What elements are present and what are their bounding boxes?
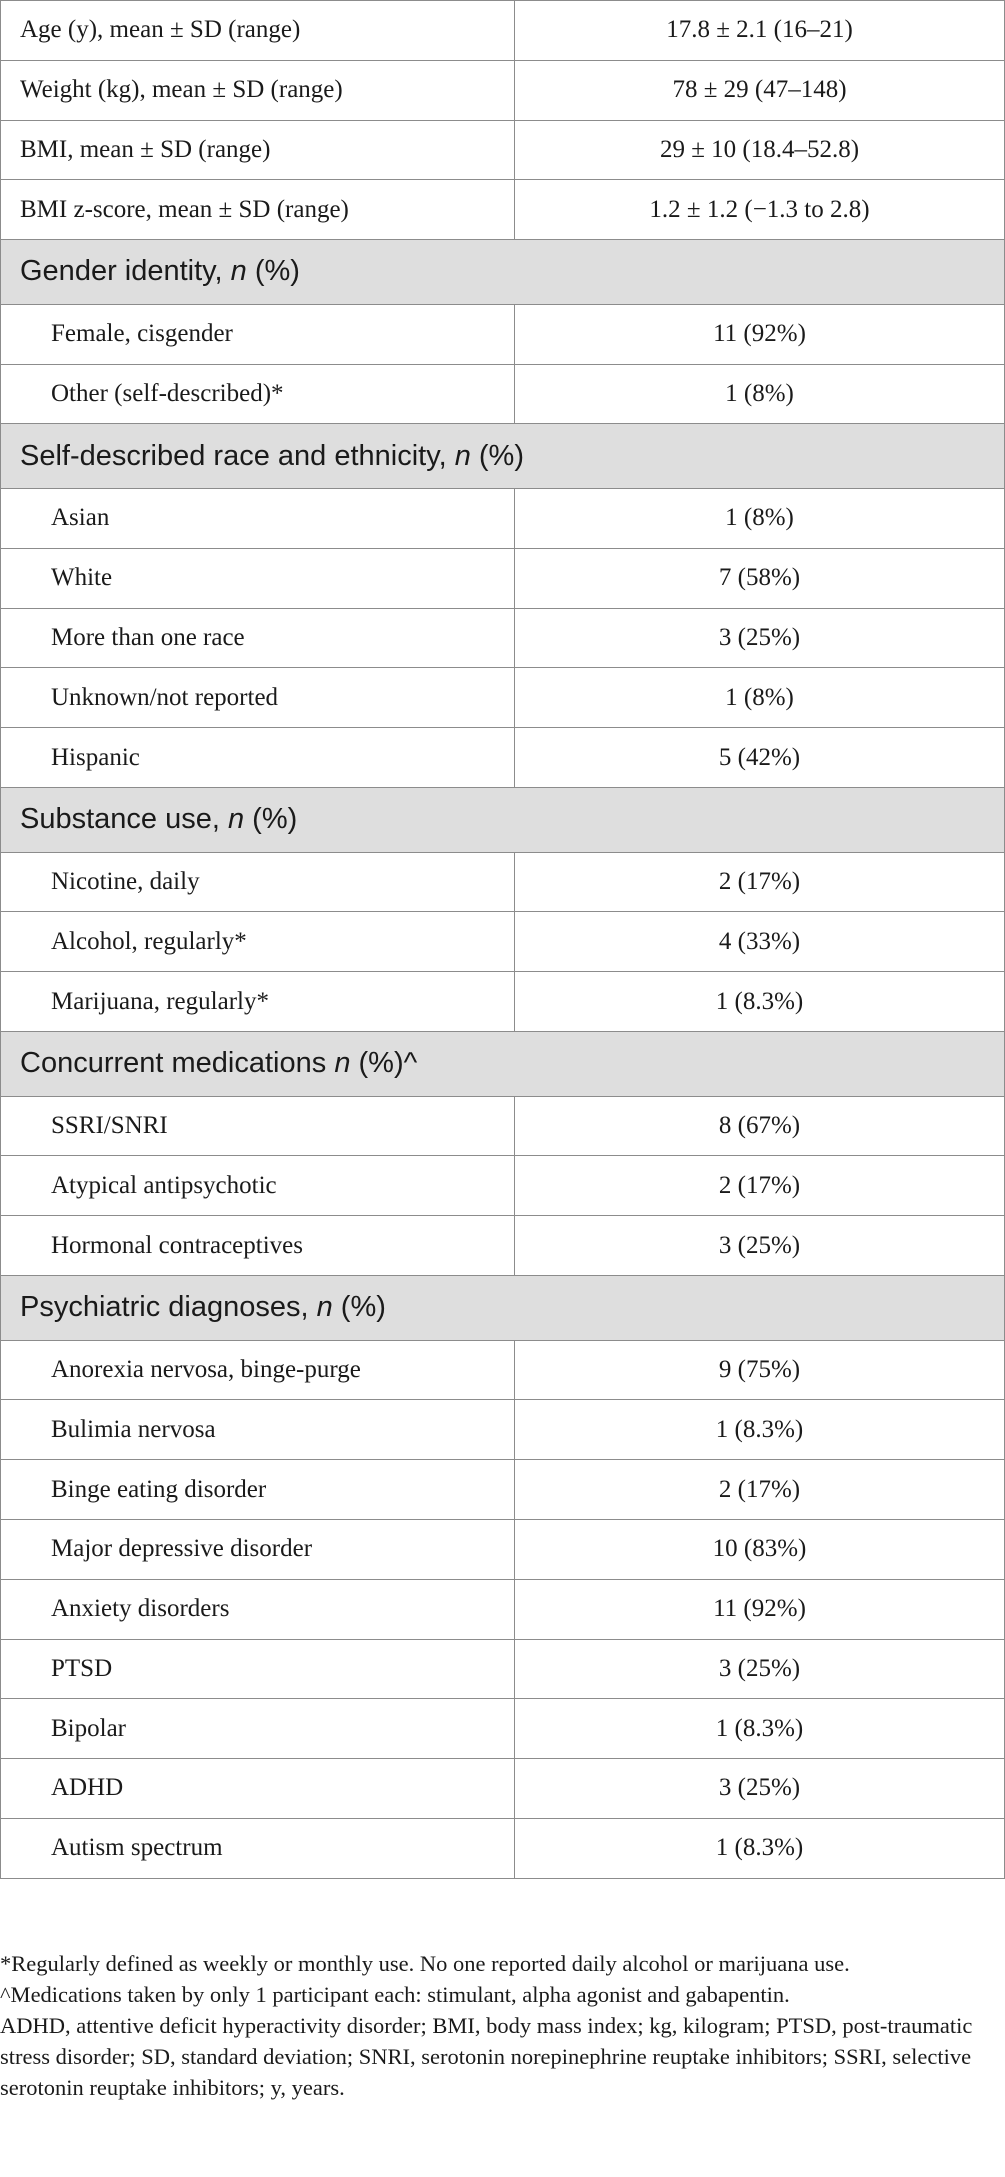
section-title [1,240,1005,305]
table-row [1,304,1005,364]
table-footnotes [0,1948,1000,2103]
row-label: BMI z-score, mean ± SD (range) [1,180,515,240]
row-value: 11 (92%) [515,1579,1005,1639]
row-value: 5 (42%) [515,728,1005,788]
table-row [1,1460,1005,1520]
section-title-unit: (%) [244,803,298,836]
row-label: BMI, mean ± SD (range) [1,120,515,180]
table-row [1,548,1005,608]
section-title-unit: (%)^ [350,1047,418,1080]
section-title-text: Gender identity, [20,255,231,288]
section-title-n: n [230,255,247,288]
row-value: 1 (8.3%) [515,1818,1005,1878]
table-row [1,1579,1005,1639]
row-value: 7 (58%) [515,548,1005,608]
row-value: 2 (17%) [515,1156,1005,1216]
row-value: 11 (92%) [515,304,1005,364]
row-value: 1.2 ± 1.2 (−1.3 to 2.8) [515,180,1005,240]
row-value: 17.8 ± 2.1 (16–21) [515,1,1005,61]
footnote: ADHD, attentive deficit hyperactivity disorder; BMI, body mass index; kg, kilogram; PTSD, post-traumatic stress disorder; SD, standard deviation; SNRI, serotonin norepinephrine reuptake inhibitors; SSRI, selective serotonin reuptake inhibitors; y, years. [0,2013,973,2100]
row-value: 2 (17%) [515,1460,1005,1520]
section-title-text: Psychiatric diagnoses, [20,1291,317,1324]
table-row [1,120,1005,180]
row-label: Bipolar [1,1699,515,1759]
table-row [1,1340,1005,1400]
table-row [1,1759,1005,1819]
row-label: Marijuana, regularly* [1,972,515,1032]
row-value: 3 (25%) [515,1639,1005,1699]
row-label: Atypical antipsychotic [1,1156,515,1216]
row-value: 9 (75%) [515,1340,1005,1400]
row-label: Other (self-described)* [1,364,515,424]
row-value: 1 (8.3%) [515,1400,1005,1460]
section-title-n: n [316,1291,333,1324]
table-row [1,1639,1005,1699]
row-label: White [1,548,515,608]
row-label: Autism spectrum [1,1818,515,1878]
row-value: 3 (25%) [515,608,1005,668]
row-label: Asian [1,488,515,548]
section-title-unit: (%) [246,255,300,288]
row-label: ADHD [1,1759,515,1819]
section-header-row [1,787,1005,852]
table-row [1,180,1005,240]
row-label: Hormonal contraceptives [1,1216,515,1276]
table-row [1,488,1005,548]
row-label: Unknown/not reported [1,668,515,728]
section-title-n: n [334,1047,351,1080]
table-row [1,668,1005,728]
table-body [1,1,1005,1879]
table-row [1,1216,1005,1276]
row-value: 1 (8.3%) [515,1699,1005,1759]
row-value: 1 (8%) [515,668,1005,728]
row-label: Anorexia nervosa, binge-purge [1,1340,515,1400]
table-row [1,1519,1005,1579]
table-row [1,1096,1005,1156]
section-title-n: n [454,439,471,472]
row-value: 1 (8.3%) [515,972,1005,1032]
row-value: 78 ± 29 (47–148) [515,60,1005,120]
footnote: *Regularly defined as weekly or monthly use. No one reported daily alcohol or marijuana use. [0,1951,850,1976]
table-row [1,1,1005,61]
table-row [1,608,1005,668]
row-value: 1 (8%) [515,364,1005,424]
row-value: 3 (25%) [515,1216,1005,1276]
row-label: Weight (kg), mean ± SD (range) [1,60,515,120]
row-label: More than one race [1,608,515,668]
row-label: Binge eating disorder [1,1460,515,1520]
row-label: PTSD [1,1639,515,1699]
section-title-unit: (%) [470,439,525,472]
section-title-text: Self-described race and ethnicity, [20,439,455,472]
table-row [1,972,1005,1032]
row-value: 10 (83%) [515,1519,1005,1579]
row-value: 29 ± 10 (18.4–52.8) [515,120,1005,180]
table-row [1,1156,1005,1216]
section-title-n: n [227,803,245,836]
row-label: Alcohol, regularly* [1,912,515,972]
section-header-row [1,240,1005,305]
row-label: Hispanic [1,728,515,788]
row-label: Bulimia nervosa [1,1400,515,1460]
row-value: 1 (8%) [515,488,1005,548]
section-header-row [1,1031,1005,1096]
footnote: ^Medications taken by only 1 participant each: stimulant, alpha agonist and gabapentin. [0,1982,790,2007]
table-row [1,1818,1005,1878]
table-row [1,728,1005,788]
table-row [1,364,1005,424]
section-title [1,424,1005,489]
table-row [1,1699,1005,1759]
table-row [1,912,1005,972]
section-header-row [1,424,1005,489]
row-label: Age (y), mean ± SD (range) [1,1,515,61]
table-row [1,1400,1005,1460]
section-title-text: Concurrent medications [20,1047,335,1080]
table-row [1,60,1005,120]
table-row [1,852,1005,912]
section-header-row [1,1275,1005,1340]
section-title [1,1275,1005,1340]
row-value: 8 (67%) [515,1096,1005,1156]
section-title [1,1031,1005,1096]
row-label: SSRI/SNRI [1,1096,515,1156]
row-label: Nicotine, daily [1,852,515,912]
row-label: Major depressive disorder [1,1519,515,1579]
row-label: Anxiety disorders [1,1579,515,1639]
section-title-unit: (%) [332,1291,386,1324]
section-title-text: Substance use, [20,803,228,836]
row-value: 3 (25%) [515,1759,1005,1819]
row-label: Female, cisgender [1,304,515,364]
row-value: 2 (17%) [515,852,1005,912]
section-title [1,787,1005,852]
row-value: 4 (33%) [515,912,1005,972]
